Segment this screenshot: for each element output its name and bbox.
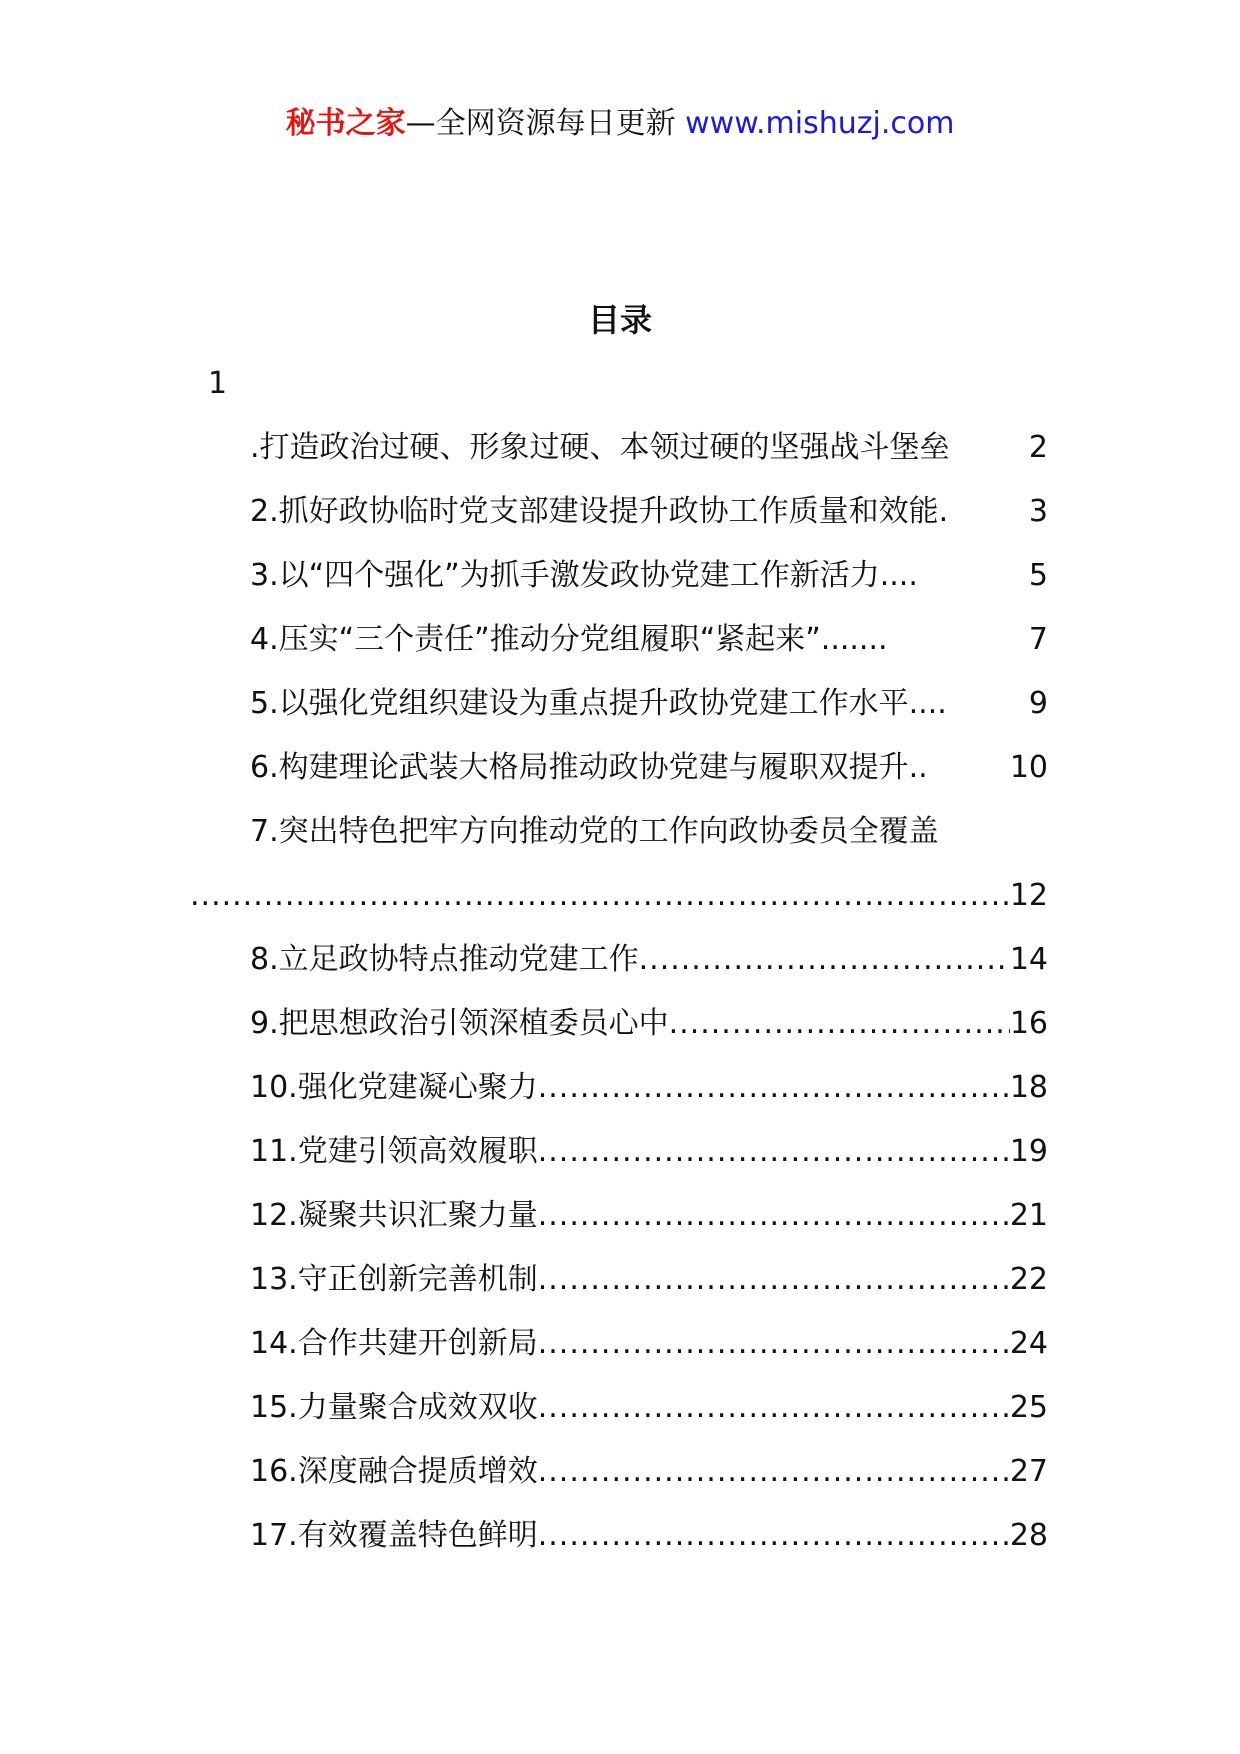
toc-entry-label: 15.力量聚合成效双收	[250, 1390, 538, 1425]
toc-entry[interactable]	[250, 1516, 1048, 1556]
toc-entry-page: 16	[1009, 1006, 1048, 1041]
toc-entry-label: 14.合作共建开创新局	[250, 1326, 538, 1361]
toc-entry-continuation[interactable]	[190, 876, 1048, 916]
toc-entry[interactable]	[250, 1452, 1048, 1492]
toc-entry[interactable]	[250, 1132, 1048, 1172]
toc-entry-page: 19	[1009, 1134, 1048, 1169]
toc-entry-label: 3.以“四个强化”为抓手激发政协党建工作新活力....	[250, 558, 918, 593]
brand-name: 秘书之家	[285, 106, 406, 141]
toc-entry[interactable]	[250, 1324, 1048, 1364]
toc-entry-label: 4.压实“三个责任”推动分党组履职“紧起来”.......	[250, 622, 888, 657]
toc-entry-label: .打造政治过硬、形象过硬、本领过硬的坚强战斗堡垒	[250, 430, 950, 465]
toc-entry-page: 9	[1028, 686, 1048, 721]
toc-entry[interactable]	[250, 812, 1048, 852]
toc-entry-label: 17.有效覆盖特色鲜明	[250, 1518, 538, 1553]
toc-entry[interactable]	[250, 1260, 1048, 1300]
toc-entry-page: 7	[1028, 622, 1048, 657]
toc-entry[interactable]	[250, 492, 1048, 532]
toc-entry-label: 8.立足政协特点推动党建工作	[250, 942, 639, 977]
site-url-link[interactable]: www.mishuzj.com	[685, 106, 955, 141]
toc-entry-page: 25	[1009, 1390, 1048, 1425]
toc-entry-label: 10.强化党建凝心聚力	[250, 1070, 538, 1105]
toc-entry[interactable]	[250, 1196, 1048, 1236]
toc-entry-page: 22	[1009, 1262, 1048, 1297]
toc-leader-dots	[538, 1068, 1010, 1108]
toc-entry[interactable]	[250, 1004, 1048, 1044]
header-slogan: —全网资源每日更新	[405, 106, 686, 141]
toc-leader-dots	[538, 1388, 1010, 1428]
toc-entry-page: 2	[1028, 430, 1048, 465]
toc-leader-dots	[538, 1324, 1010, 1364]
toc-leader-dots	[538, 1196, 1010, 1236]
toc-entry-page: 24	[1009, 1326, 1048, 1361]
toc-entry-label: 5.以强化党组织建设为重点提升政协党建工作水平....	[250, 686, 947, 721]
toc-leader-dots	[669, 1004, 1010, 1044]
toc-entry-label: 2.抓好政协临时党支部建设提升政协工作质量和效能.	[250, 494, 949, 529]
toc-entry[interactable]	[250, 940, 1048, 980]
toc-entry-page: 28	[1009, 1518, 1048, 1553]
toc-lead-number: 1	[208, 366, 228, 401]
toc-entry[interactable]	[250, 1388, 1048, 1428]
toc-entry[interactable]	[250, 620, 1048, 660]
toc-entry-page: 12	[1009, 878, 1048, 913]
toc-entry-label: 11.党建引领高效履职	[250, 1134, 538, 1169]
toc-entry[interactable]	[250, 428, 1048, 468]
toc-entry-page: 27	[1009, 1454, 1048, 1489]
toc-title: 目录	[587, 301, 652, 339]
toc-leader-dots	[538, 1260, 1010, 1300]
toc-entry-label: 13.守正创新完善机制	[250, 1262, 538, 1297]
toc-entry-page: 3	[1028, 494, 1048, 529]
toc-entry-page: 18	[1009, 1070, 1048, 1105]
toc-entry-page: 10	[1009, 750, 1048, 785]
toc-leader-dots	[639, 940, 1010, 980]
toc-leader-dots	[190, 876, 1010, 916]
toc-leader-dots	[538, 1132, 1010, 1172]
toc-entry-page: 21	[1009, 1198, 1048, 1233]
toc-entry[interactable]	[250, 1068, 1048, 1108]
toc-entry-label: 7.突出特色把牢方向推动党的工作向政协委员全覆盖	[250, 814, 939, 849]
toc-entry-label: 16.深度融合提质增效	[250, 1454, 538, 1489]
toc-entry-page: 5	[1028, 558, 1048, 593]
toc-leader-dots	[538, 1452, 1010, 1492]
toc-entry[interactable]	[250, 684, 1048, 724]
toc-entry-page: 14	[1009, 942, 1048, 977]
toc-entry-label: 9.把思想政治引领深植委员心中	[250, 1006, 669, 1041]
toc-entry-label: 6.构建理论武装大格局推动政协党建与履职双提升..	[250, 750, 928, 785]
toc-entry[interactable]	[250, 556, 1048, 596]
toc-entry-label: 12.凝聚共识汇聚力量	[250, 1198, 538, 1233]
toc-leader-dots	[538, 1516, 1010, 1556]
toc-entry[interactable]	[250, 748, 1048, 788]
